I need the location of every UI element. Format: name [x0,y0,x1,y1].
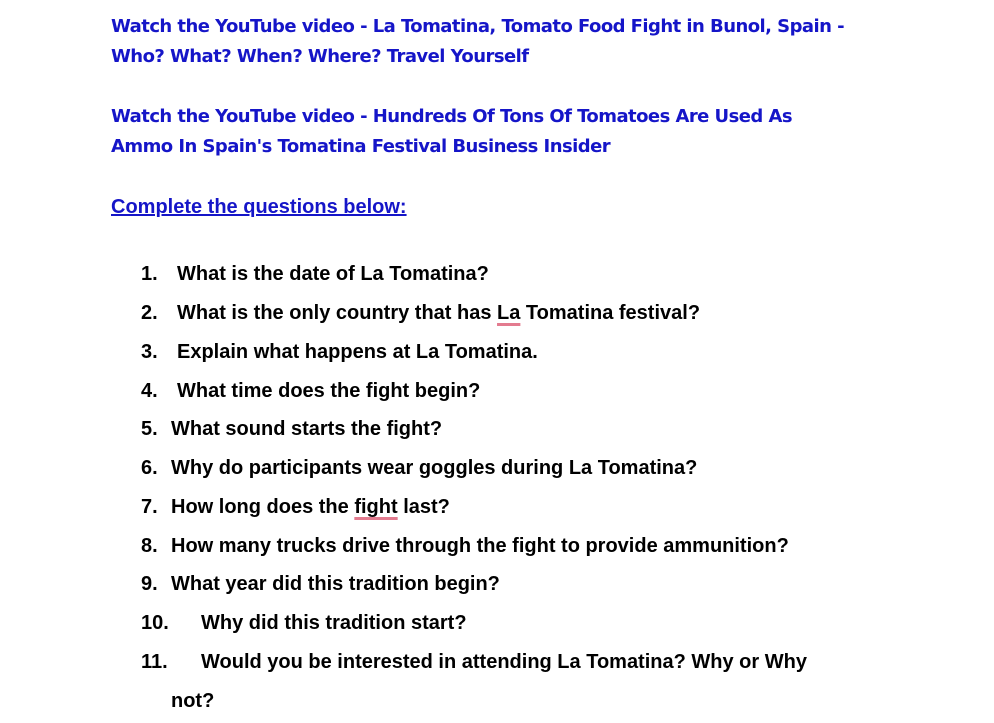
question-text: Why did this tradition start? [201,612,467,634]
question-text: Would you be interested in attending La Tomatina? Why or Why [201,651,807,673]
question-number: 2. [141,302,158,324]
question-number: 5. [141,418,158,440]
link-line: Ammo In Spain's Tomatina Festival Business Insider [111,136,611,157]
question-text: What sound starts the fight? [171,418,443,440]
question-number: 10. [141,612,169,634]
question-number: 3. [141,341,158,363]
question-text: What time does the fight begin? [177,380,481,402]
question-text: Why do participants wear goggles during La Tomatina? [171,457,698,479]
question-number: 8. [141,535,158,557]
question-number: 7. [141,496,158,518]
question-text: Explain what happens at La Tomatina. [177,341,538,363]
link-line: Watch the YouTube video - La Tomatina, Tomato Food Fight in Bunol, Spain - [111,16,845,37]
spellcheck-flagged-word[interactable]: fight [354,496,398,518]
question-text-part: What is the only country that has [177,302,498,324]
instructions-heading: Complete the questions below: [111,196,407,218]
link-line: Who? What? When? Where? Travel Yourself [111,46,529,67]
question-text-part: How long does the [171,496,355,518]
question-text: How many trucks drive through the fight to provide ammunition? [171,535,789,557]
question-text [177,298,700,328]
question-number: 9. [141,573,158,595]
question-number: 4. [141,380,158,402]
question-text-continuation: not? [171,690,215,712]
question-text [171,492,450,522]
question-text-part: Tomatina festival? [520,302,701,324]
question-text-part: last? [397,496,450,518]
question-number: 1. [141,263,158,285]
link-line: Watch the YouTube video - Hundreds Of Tons Of Tomatoes Are Used As [111,106,793,127]
question-number: 11. [141,651,168,673]
question-text: What year did this tradition begin? [171,573,500,595]
spellcheck-flagged-word[interactable]: La [497,302,521,324]
question-number: 6. [141,457,158,479]
question-text: What is the date of La Tomatina? [177,263,489,285]
